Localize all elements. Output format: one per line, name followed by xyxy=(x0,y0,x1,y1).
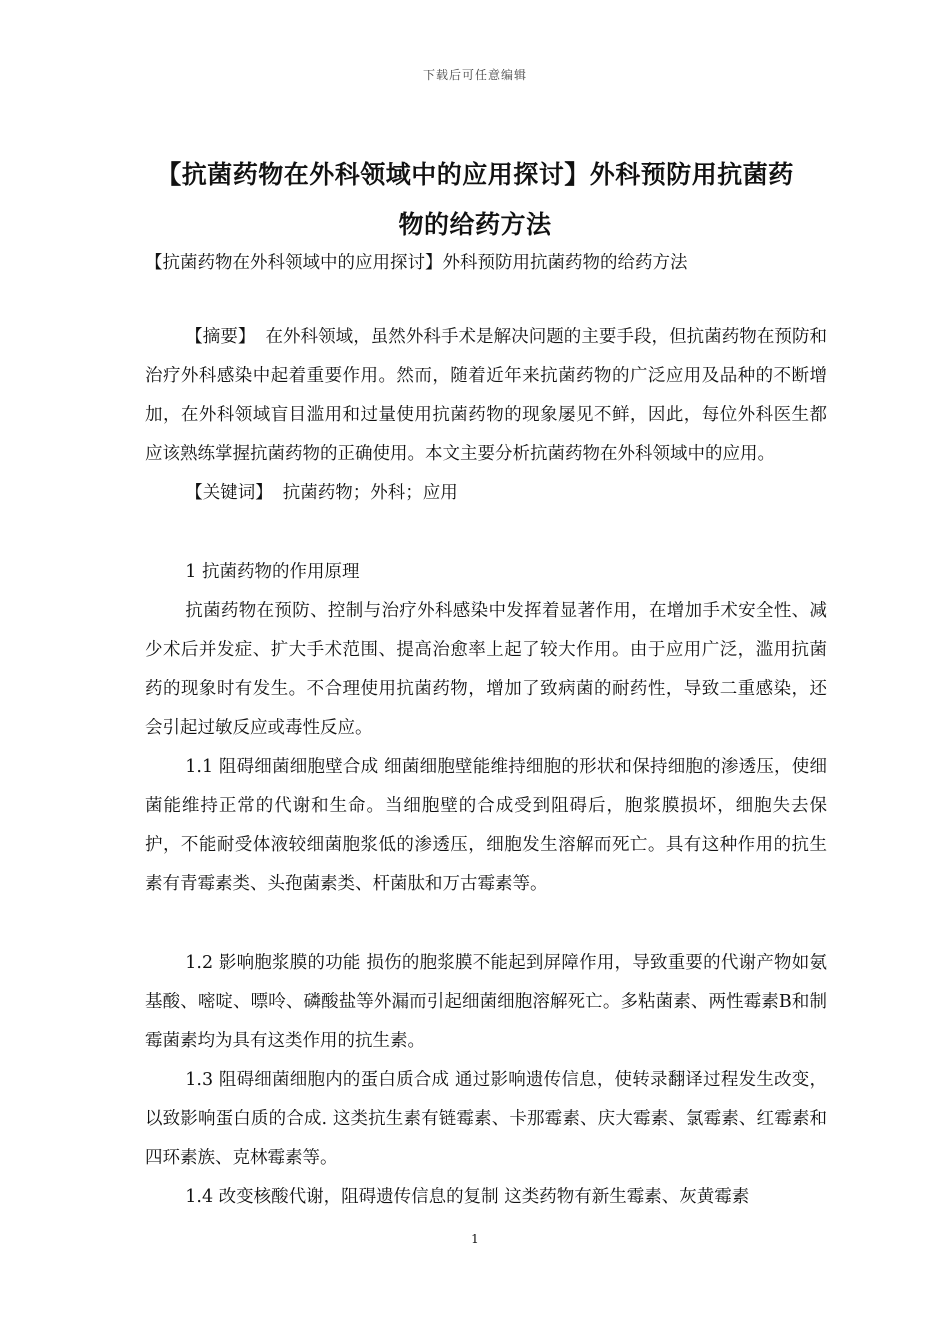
subsection-1-4: 1.4 改变核酸代谢，阻碍遗传信息的复制 这类药物有新生霉素、灰黄霉素 xyxy=(185,1187,750,1207)
abstract-paragraph xyxy=(145,318,827,474)
abstract-text: 在外科领域，虽然外科手术是解决问题的主要手段，但抗菌药物在预防和治疗外科感染中起着重要作用。然而，随着近年来抗菌药物的广泛应用及品种的不断增加，在外科领域盲目滥用和过量使用抗菌药物的现象屡见不鲜，因此，每位外科医生都应该熟练掌握抗菌药物的正确使用。本文主要分析抗菌药物在外科领域中的应用。 xyxy=(145,327,828,464)
document-subtitle: 【抗菌药物在外科领域中的应用探讨】外科预防用抗菌药物的给药方法 xyxy=(145,253,688,273)
page-number: 1 xyxy=(471,1232,479,1246)
page-header-note: 下载后可任意编辑 xyxy=(422,68,527,82)
keywords-label: 【关键词】 xyxy=(185,483,273,503)
blank-line xyxy=(145,904,827,944)
blank-line xyxy=(145,513,827,553)
subsection-1-1: 1.1 阻碍细菌细胞壁合成 细菌细胞壁能维持细胞的形状和保持细胞的渗透压，使细菌能维持正常的代谢和生命。当细胞壁的合成受到阻碍后，胞浆膜损坏，细胞失去保护，不能耐受体液较细菌胞浆低的渗透压，细胞发生溶解而死亡。具有这种作用的抗生素有青霉素类、头孢菌素类、杆菌肽和万古霉素等。 xyxy=(145,757,827,894)
subsection-1-3: 1.3 阻碍细菌细胞内的蛋白质合成 通过影响遗传信息，使转录翻译过程发生改变，以致影响蛋白质的合成. 这类抗生素有链霉素、卡那霉素、庆大霉素、氯霉素、红霉素和四环素族、克林霉素等。 xyxy=(145,1070,827,1168)
document-title: 【抗菌药物在外科领域中的应用探讨】外科预防用抗菌药物的给药方法 xyxy=(156,160,794,239)
section-heading: 1 抗菌药物的作用原理 xyxy=(185,562,360,582)
keywords-text: 抗菌药物；外科；应用 xyxy=(282,483,458,503)
keywords-paragraph xyxy=(145,474,827,513)
subsection-1-2: 1.2 影响胞浆膜的功能 损伤的胞浆膜不能起到屏障作用，导致重要的代谢产物如氨基酸、嘧啶、嘌呤、磷酸盐等外漏而引起细菌细胞溶解死亡。多粘菌素、两性霉素B和制霉菌素均为具有这类作用的抗生素。 xyxy=(145,953,827,1051)
document-body xyxy=(145,318,827,1217)
abstract-label: 【摘要】 xyxy=(185,327,256,347)
section-paragraph: 抗菌药物在预防、控制与治疗外科感染中发挥着显著作用，在增加手术安全性、减少术后并发症、扩大手术范围、提高治愈率上起了较大作用。由于应用广泛，滥用抗菌药的现象时有发生。不合理使用抗菌药物，增加了致病菌的耐药性，导致二重感染，还会引起过敏反应或毒性反应。 xyxy=(145,601,827,738)
